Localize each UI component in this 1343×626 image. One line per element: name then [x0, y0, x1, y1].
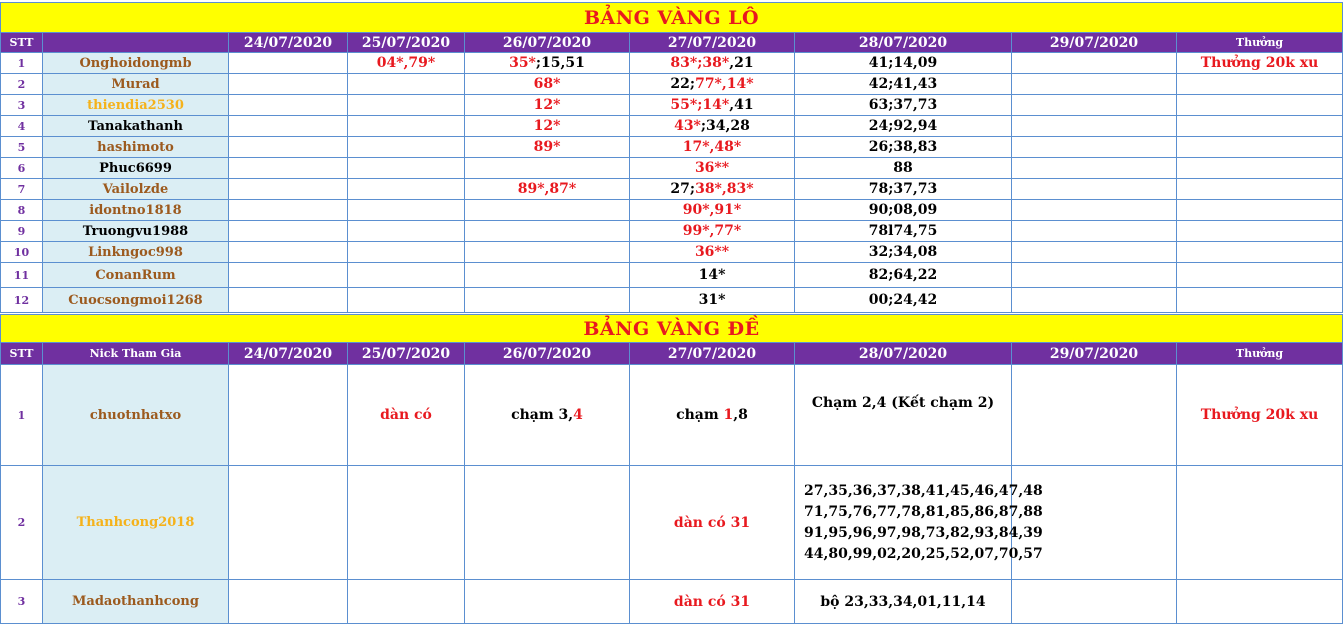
result-cell — [229, 242, 348, 263]
result-text: 78l74,75 — [868, 223, 938, 239]
stt-cell: 10 — [1, 242, 43, 263]
stt-cell: 4 — [1, 116, 43, 137]
result-cell — [465, 580, 630, 624]
stt-cell: 2 — [1, 466, 43, 580]
result-text: Thưởng 20k xu — [1200, 407, 1319, 423]
result-text: dàn có 31 — [673, 593, 751, 610]
result-cell — [1012, 263, 1177, 288]
table-row — [1, 365, 1343, 466]
result-text: 44,80,99,02,20,25,52,07,70,57 — [804, 545, 1043, 562]
result-cell — [630, 580, 795, 624]
result-cell — [348, 179, 465, 200]
nick-cell: Thanhcong2018 — [43, 466, 229, 580]
result-cell — [348, 580, 465, 624]
result-cell — [229, 263, 348, 288]
result-text: 43* — [674, 118, 701, 134]
result-cell — [795, 365, 1012, 466]
result-cell — [1177, 53, 1343, 74]
result-cell — [229, 74, 348, 95]
nick-cell: Tanakathanh — [43, 116, 229, 137]
result-text: 36** — [694, 244, 730, 260]
result-text: 90;08,09 — [868, 202, 938, 218]
result-text: 24;92,94 — [868, 118, 938, 134]
result-text: chạm 3, — [511, 407, 574, 423]
result-cell — [795, 200, 1012, 221]
result-cell — [795, 263, 1012, 288]
nick-cell: Madaothanhcong — [43, 580, 229, 624]
result-cell — [229, 95, 348, 116]
table-row — [1, 74, 1343, 95]
result-text: 04*,79* — [376, 55, 436, 71]
result-text: 91,95,96,97,98,73,82,93,84,39 — [804, 524, 1043, 541]
stt-cell: 11 — [1, 263, 43, 288]
result-text: 41;14,09 — [868, 55, 938, 71]
result-cell — [465, 116, 630, 137]
result-cell — [465, 200, 630, 221]
result-text: ;15,51 — [535, 55, 585, 71]
result-cell — [348, 74, 465, 95]
result-text: 31* — [698, 292, 726, 308]
lo-header-row — [1, 33, 1343, 53]
result-cell — [1012, 95, 1177, 116]
result-cell — [465, 242, 630, 263]
lo-header-8: Thưởng — [1177, 33, 1343, 53]
de-header-4: 26/07/2020 — [465, 343, 630, 365]
result-cell — [1012, 158, 1177, 179]
result-cell — [1177, 580, 1343, 624]
nick-cell: idontno1818 — [43, 200, 229, 221]
de-header-1: Nick Tham Gia — [43, 343, 229, 365]
table-row — [1, 466, 1343, 580]
result-text: 00;24,42 — [868, 292, 938, 308]
result-text: 36** — [694, 160, 730, 176]
stt-cell: 7 — [1, 179, 43, 200]
lo-header-0: STT — [1, 33, 43, 53]
stt-cell: 1 — [1, 53, 43, 74]
table-row — [1, 116, 1343, 137]
result-cell — [630, 74, 795, 95]
result-cell — [1177, 158, 1343, 179]
result-cell — [465, 74, 630, 95]
result-text: 83*;38* — [670, 55, 730, 71]
result-cell — [348, 95, 465, 116]
result-cell — [795, 53, 1012, 74]
nick-cell: Onghoidongmb — [43, 53, 229, 74]
result-cell — [795, 137, 1012, 158]
stt-cell: 1 — [1, 365, 43, 466]
result-text: 42;41,43 — [868, 76, 938, 92]
result-cell — [348, 466, 465, 580]
result-cell — [348, 116, 465, 137]
result-cell — [1177, 179, 1343, 200]
de-body — [1, 365, 1343, 624]
lo-header-4: 26/07/2020 — [465, 33, 630, 53]
result-cell — [630, 200, 795, 221]
result-text: 99*,77* — [682, 223, 742, 239]
result-text: 71,75,76,77,78,81,85,86,87,88 — [804, 503, 1043, 520]
result-cell — [1177, 116, 1343, 137]
result-cell — [1012, 179, 1177, 200]
result-text: 38*,83* — [695, 181, 754, 197]
table-row — [1, 137, 1343, 158]
result-cell — [229, 53, 348, 74]
result-cell — [229, 466, 348, 580]
result-text: 17*,48* — [682, 139, 742, 155]
result-cell — [630, 95, 795, 116]
nick-cell: Murad — [43, 74, 229, 95]
result-cell — [630, 221, 795, 242]
result-cell — [1177, 200, 1343, 221]
result-cell — [795, 221, 1012, 242]
table-row — [1, 53, 1343, 74]
result-cell — [1012, 221, 1177, 242]
lo-header-5: 27/07/2020 — [630, 33, 795, 53]
result-cell — [795, 74, 1012, 95]
stt-cell: 5 — [1, 137, 43, 158]
result-cell — [229, 200, 348, 221]
result-text: 77*,14* — [695, 76, 754, 92]
nick-cell: chuotnhatxo — [43, 365, 229, 466]
table-row — [1, 288, 1343, 313]
result-cell — [1177, 263, 1343, 288]
table-row — [1, 221, 1343, 242]
result-cell — [229, 137, 348, 158]
result-cell — [1177, 95, 1343, 116]
result-cell — [348, 158, 465, 179]
result-text: 78;37,73 — [868, 181, 938, 197]
result-text: 26;38,83 — [868, 139, 938, 155]
result-text: 22; — [670, 76, 696, 92]
result-text: 4 — [573, 407, 583, 423]
result-cell — [1177, 288, 1343, 313]
de-header-2: 24/07/2020 — [229, 343, 348, 365]
lo-title: BẢNG VÀNG LÔ — [1, 3, 1343, 33]
result-cell — [348, 137, 465, 158]
result-text: 89*,87* — [517, 181, 577, 197]
bang-vang-lo-table — [0, 2, 1343, 313]
result-text: 68* — [533, 76, 561, 92]
result-cell — [465, 179, 630, 200]
result-cell — [1012, 74, 1177, 95]
result-cell — [795, 580, 1012, 624]
result-text: chạm — [676, 407, 724, 423]
result-text: 35* — [509, 55, 536, 71]
result-cell — [465, 158, 630, 179]
stt-cell: 6 — [1, 158, 43, 179]
lo-body — [1, 53, 1343, 313]
lo-header-7: 29/07/2020 — [1012, 33, 1177, 53]
result-text: 27,35,36,37,38,41,45,46,47,48 — [804, 482, 1043, 499]
table-row — [1, 242, 1343, 263]
result-cell — [630, 263, 795, 288]
nick-cell: thiendia2530 — [43, 95, 229, 116]
result-cell — [229, 288, 348, 313]
result-cell — [348, 365, 465, 466]
result-text: 55*;14* — [670, 97, 730, 113]
result-text: ;34,28 — [700, 118, 750, 134]
result-cell — [630, 288, 795, 313]
result-text: 12* — [533, 97, 561, 113]
de-header-5: 27/07/2020 — [630, 343, 795, 365]
result-cell — [630, 242, 795, 263]
lo-header-3: 25/07/2020 — [348, 33, 465, 53]
result-text: Chạm 2,4 (Kết chạm 2) — [811, 395, 995, 411]
de-header-3: 25/07/2020 — [348, 343, 465, 365]
result-cell — [1177, 242, 1343, 263]
result-text: 1 — [723, 407, 734, 423]
result-cell — [465, 466, 630, 580]
result-text: ,21 — [729, 55, 754, 71]
result-cell — [348, 288, 465, 313]
result-cell — [465, 137, 630, 158]
result-cell — [630, 179, 795, 200]
result-cell — [229, 221, 348, 242]
table-row — [1, 158, 1343, 179]
nick-cell: hashimoto — [43, 137, 229, 158]
de-header-8: Thưởng — [1177, 343, 1343, 365]
result-cell — [229, 580, 348, 624]
result-text: dàn có 31 — [673, 514, 751, 531]
stt-cell: 12 — [1, 288, 43, 313]
table-row — [1, 179, 1343, 200]
table-row — [1, 263, 1343, 288]
table-row — [1, 95, 1343, 116]
de-header-7: 29/07/2020 — [1012, 343, 1177, 365]
result-cell — [630, 137, 795, 158]
result-cell — [1012, 116, 1177, 137]
result-cell — [1012, 53, 1177, 74]
result-cell — [630, 53, 795, 74]
stt-cell: 8 — [1, 200, 43, 221]
result-cell — [348, 200, 465, 221]
result-cell — [1177, 221, 1343, 242]
table-row — [1, 200, 1343, 221]
nick-cell: Linkngoc998 — [43, 242, 229, 263]
lo-header-6: 28/07/2020 — [795, 33, 1012, 53]
result-cell — [465, 95, 630, 116]
result-cell — [1177, 466, 1343, 580]
result-cell — [630, 365, 795, 466]
lo-header-2: 24/07/2020 — [229, 33, 348, 53]
result-cell — [795, 288, 1012, 313]
result-cell — [348, 263, 465, 288]
result-text: 88 — [893, 160, 913, 176]
result-cell — [229, 116, 348, 137]
result-cell — [795, 242, 1012, 263]
result-text: 12* — [533, 118, 561, 134]
nick-cell: ConanRum — [43, 263, 229, 288]
result-cell — [1177, 74, 1343, 95]
result-text: bộ 23,33,34,01,11,14 — [820, 593, 986, 610]
de-header-6: 28/07/2020 — [795, 343, 1012, 365]
result-text: 32;34,08 — [868, 244, 938, 260]
result-text: 63;37,73 — [868, 97, 938, 113]
result-text: ,8 — [733, 407, 748, 423]
result-cell — [1012, 137, 1177, 158]
result-cell — [630, 116, 795, 137]
result-cell — [465, 365, 630, 466]
result-cell — [795, 158, 1012, 179]
result-cell — [1177, 137, 1343, 158]
result-cell — [465, 221, 630, 242]
result-text: 27; — [670, 181, 696, 197]
result-cell — [795, 116, 1012, 137]
result-cell — [1177, 365, 1343, 466]
stt-cell: 2 — [1, 74, 43, 95]
result-cell — [229, 365, 348, 466]
nick-cell: Phuc6699 — [43, 158, 229, 179]
stt-cell: 3 — [1, 580, 43, 624]
result-cell — [795, 466, 1043, 580]
de-title: BẢNG VÀNG ĐỀ — [1, 315, 1343, 343]
result-cell — [348, 53, 465, 74]
result-cell — [465, 263, 630, 288]
result-cell — [1012, 288, 1177, 313]
result-cell — [229, 158, 348, 179]
result-cell — [229, 179, 348, 200]
result-cell — [630, 158, 795, 179]
de-header-0: STT — [1, 343, 43, 365]
de-header-row — [1, 343, 1343, 365]
result-cell — [1012, 242, 1177, 263]
result-text: ,41 — [729, 97, 754, 113]
table-row — [1, 580, 1343, 624]
result-text: Thưởng 20k xu — [1200, 55, 1319, 71]
result-cell — [795, 179, 1012, 200]
stt-cell: 3 — [1, 95, 43, 116]
result-text: dàn có — [380, 407, 432, 423]
result-cell — [348, 221, 465, 242]
result-cell — [630, 466, 795, 580]
result-cell — [465, 288, 630, 313]
result-text: 89* — [533, 139, 561, 155]
nick-cell: Cuocsongmoi1268 — [43, 288, 229, 313]
result-cell — [1012, 580, 1177, 624]
nick-cell: Truongvu1988 — [43, 221, 229, 242]
result-cell — [795, 95, 1012, 116]
result-text: 90*,91* — [682, 202, 742, 218]
result-cell — [1012, 365, 1177, 466]
result-cell — [465, 53, 630, 74]
result-text: 82;64,22 — [868, 267, 938, 283]
result-cell — [1012, 200, 1177, 221]
stt-cell: 9 — [1, 221, 43, 242]
result-cell — [348, 242, 465, 263]
lo-header-1 — [43, 33, 229, 53]
bang-vang-de-table — [0, 314, 1343, 624]
nick-cell: Vailolzde — [43, 179, 229, 200]
result-text: 14* — [698, 267, 726, 283]
